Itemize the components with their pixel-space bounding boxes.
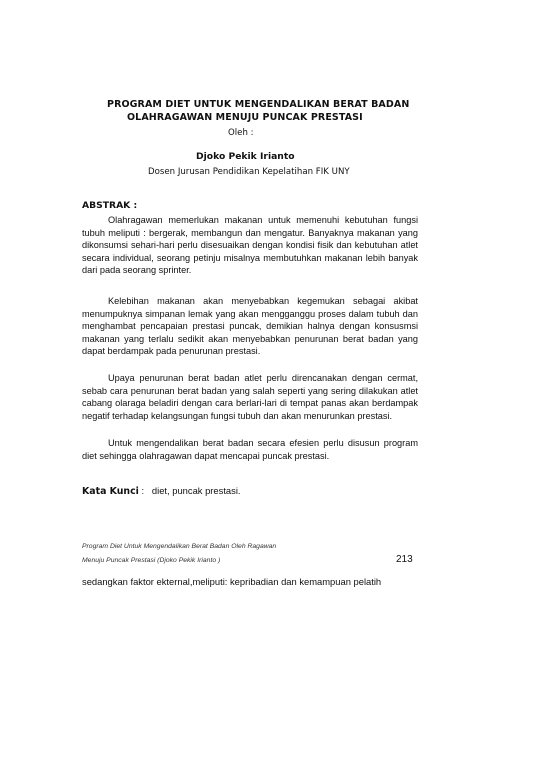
abstract-heading: ABSTRAK : (82, 200, 138, 211)
abstract-paragraph-3: Upaya penurunan berat badan atlet perlu direncanakan dengan cermat, sebab cara penurunan berat badan yang salah seperti yang sering dilakukan atlet cabang olaraga beladiri dengan cara berlari-lari di tempat panas akan berdampak negatif terhadap kelangsungan fungsi tubuh dan akan menurunkan prestasi. (82, 373, 418, 421)
author-name: Djoko Pekik Irianto (196, 151, 295, 162)
abstract-paragraph-1: Olahragawan memerlukan makanan untuk memenuhi kebutuhan fungsi tubuh meliputi : bergerak, membangun dan mengatur. Banyaknya makanan yang dikonsumsi sehari-hari perlu disesuaikan dengan kondisi fisik dan kebutuhan atlet secara individual, seorang petinju misalnya membutuhkan makanan lebih banyak dari pada seorang sprinter. (82, 215, 418, 276)
running-footer-line-2: Menuju Puncak Prestasi (Djoko Pekik Irianto ) (82, 557, 221, 564)
running-footer-line-1: Program Diet Untuk Mengendalikan Berat Badan Oleh Ragawan (82, 543, 277, 550)
next-page-text-line: sedangkan faktor ekternal,meliputi: kepribadian dan kemampuan pelatih (82, 576, 382, 587)
oleh-label: Oleh : (228, 128, 254, 138)
abstract-paragraph-4: Untuk mengendalikan berat badan secara efesien perlu disusun program diet sehingga olahragawan dapat mencapai puncak prestasi. (82, 438, 418, 461)
paper-title-line-1: PROGRAM DIET UNTUK MENGENDALIKAN BERAT BADAN (107, 99, 410, 110)
keywords-label: Kata Kunci (82, 486, 139, 497)
page-number: 213 (396, 554, 413, 565)
keywords-line (82, 485, 241, 497)
paper-title-line-2: OLAHRAGAWAN MENUJU PUNCAK PRESTASI (127, 112, 363, 123)
abstract-paragraph-2: Kelebihan makanan akan menyebabkan kegemukan sebagai akibat menumpuknya simpanan lemak yang akan mengganggu proses dalam tubuh dan menghambat pencapaian prestasi puncak, demikian halnya dengan konsusmsi makanan yang terlalu sedikit akan menyebabkan penurunan berat badan yang dapat berdampak pada penurunan prestasi. (82, 296, 418, 357)
keywords-value: diet, puncak prestasi. (151, 485, 241, 496)
author-affiliation: Dosen Jurusan Pendidikan Kepelatihan FIK UNY (148, 167, 350, 177)
keywords-separator: : (138, 485, 152, 496)
